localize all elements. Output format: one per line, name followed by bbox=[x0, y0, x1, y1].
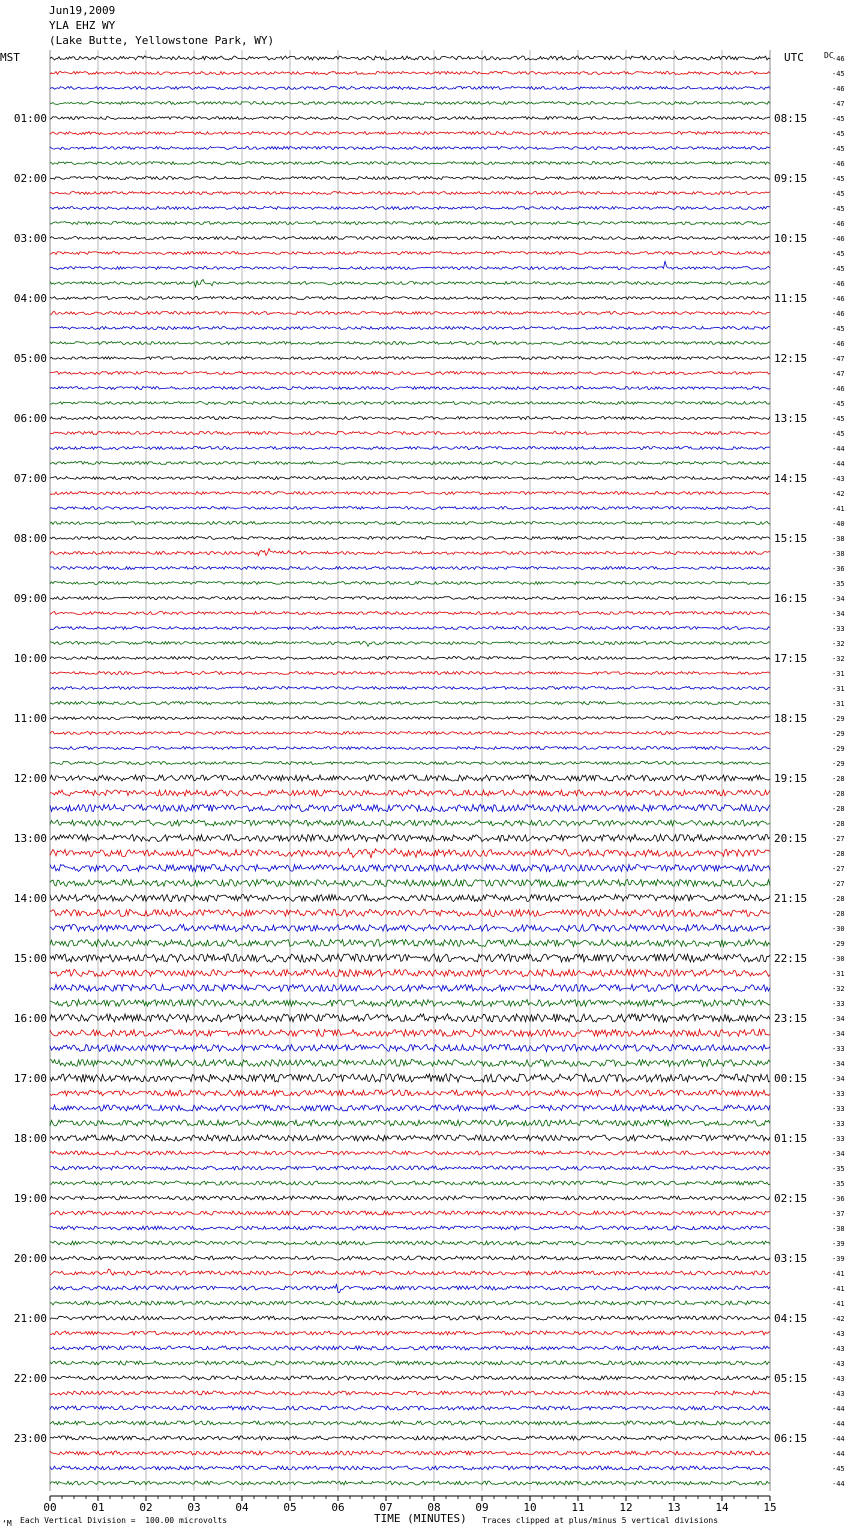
utc-label-2: 09:15 bbox=[774, 172, 808, 185]
trace-39 bbox=[50, 642, 770, 647]
trace-76 bbox=[50, 1196, 770, 1200]
trace-71 bbox=[50, 1120, 770, 1126]
dc-offset-28: -43 bbox=[832, 475, 845, 483]
trace-35 bbox=[50, 582, 770, 585]
dc-offset-65: -34 bbox=[832, 1030, 845, 1038]
trace-14 bbox=[50, 261, 770, 270]
trace-58 bbox=[50, 925, 770, 932]
dc-offset-61: -31 bbox=[832, 970, 845, 978]
trace-60 bbox=[50, 954, 770, 962]
trace-3 bbox=[50, 102, 770, 105]
utc-label-6: 13:15 bbox=[774, 412, 808, 425]
dc-offset-21: -47 bbox=[832, 370, 845, 378]
trace-29 bbox=[50, 492, 770, 495]
trace-78 bbox=[50, 1226, 770, 1230]
utc-label-17: 00:15 bbox=[774, 1072, 808, 1085]
trace-16 bbox=[50, 297, 770, 300]
x-axis-title: TIME (MINUTES) bbox=[374, 1512, 467, 1525]
trace-13 bbox=[50, 252, 770, 255]
trace-80 bbox=[50, 1256, 770, 1260]
dc-offset-67: -34 bbox=[832, 1060, 845, 1068]
x-tick-label-3: 03 bbox=[187, 1501, 201, 1514]
mst-label-5: 05:00 bbox=[13, 352, 47, 365]
mst-label-22: 22:00 bbox=[13, 1372, 47, 1385]
mst-hour-labels bbox=[14, 112, 47, 1445]
mst-label-2: 02:00 bbox=[13, 172, 47, 185]
dc-offset-48: -28 bbox=[832, 775, 845, 783]
trace-33 bbox=[50, 549, 770, 556]
mst-label-21: 21:00 bbox=[13, 1312, 47, 1325]
trace-44 bbox=[50, 717, 770, 720]
trace-2 bbox=[50, 87, 770, 90]
trace-6 bbox=[50, 147, 770, 150]
utc-label-19: 02:15 bbox=[774, 1192, 808, 1205]
dc-offset-14: -45 bbox=[832, 265, 845, 273]
trace-11 bbox=[50, 222, 770, 225]
dc-offset-86: -43 bbox=[832, 1345, 845, 1353]
mst-label-8: 08:00 bbox=[13, 532, 47, 545]
trace-31 bbox=[50, 522, 770, 525]
dc-offset-95: -44 bbox=[832, 1480, 845, 1488]
trace-49 bbox=[50, 790, 770, 796]
dc-offset-92: -44 bbox=[832, 1435, 845, 1443]
trace-92 bbox=[50, 1436, 770, 1440]
dc-offset-36: -34 bbox=[832, 595, 845, 603]
trace-72 bbox=[50, 1135, 770, 1141]
dc-offset-43: -31 bbox=[832, 700, 845, 708]
dc-offset-90: -44 bbox=[832, 1405, 845, 1413]
utc-hour-labels bbox=[774, 112, 807, 1445]
trace-67 bbox=[50, 1060, 770, 1067]
dc-offset-31: -40 bbox=[832, 520, 845, 528]
dc-offset-44: -29 bbox=[832, 715, 845, 723]
footer-scale-note: Each Vertical Division = 100.00 microvolts bbox=[20, 1516, 228, 1525]
trace-26 bbox=[50, 447, 770, 450]
dc-offset-10: -45 bbox=[832, 205, 845, 213]
dc-offset-68: -34 bbox=[832, 1075, 845, 1083]
dc-offset-81: -41 bbox=[832, 1270, 845, 1278]
mst-label-16: 16:00 bbox=[13, 1012, 47, 1025]
dc-offset-25: -45 bbox=[832, 430, 845, 438]
trace-77 bbox=[50, 1211, 770, 1215]
dc-offset-9: -45 bbox=[832, 190, 845, 198]
dc-offset-53: -28 bbox=[832, 850, 845, 858]
trace-37 bbox=[50, 612, 770, 615]
trace-93 bbox=[50, 1451, 770, 1455]
dc-offset-63: -33 bbox=[832, 1000, 845, 1008]
dc-offset-62: -32 bbox=[832, 985, 845, 993]
trace-15 bbox=[50, 280, 770, 287]
trace-75 bbox=[50, 1181, 770, 1185]
dc-offset-47: -29 bbox=[832, 760, 845, 768]
dc-offset-50: -28 bbox=[832, 805, 845, 813]
utc-label-14: 21:15 bbox=[774, 892, 808, 905]
dc-offset-6: -45 bbox=[832, 145, 845, 153]
dc-offset-49: -28 bbox=[832, 790, 845, 798]
dc-label: DC bbox=[824, 51, 834, 60]
trace-64 bbox=[50, 1014, 770, 1022]
trace-47 bbox=[50, 762, 770, 765]
trace-45 bbox=[50, 732, 770, 735]
trace-8 bbox=[50, 177, 770, 180]
utc-label-12: 19:15 bbox=[774, 772, 808, 785]
trace-91 bbox=[50, 1421, 770, 1425]
mst-label-12: 12:00 bbox=[13, 772, 47, 785]
dc-offset-30: -41 bbox=[832, 505, 845, 513]
x-tick-label-15: 15 bbox=[763, 1501, 777, 1514]
dc-offset-55: -27 bbox=[832, 880, 845, 888]
trace-24 bbox=[50, 417, 770, 420]
mst-label-6: 06:00 bbox=[13, 412, 47, 425]
trace-59 bbox=[50, 940, 770, 947]
utc-label-9: 16:15 bbox=[774, 592, 808, 605]
utc-label-4: 11:15 bbox=[774, 292, 808, 305]
dc-offset-18: -45 bbox=[832, 325, 845, 333]
dc-offset-15: -46 bbox=[832, 280, 845, 288]
dc-offset-54: -27 bbox=[832, 865, 845, 873]
trace-57 bbox=[50, 910, 770, 917]
dc-offset-19: -46 bbox=[832, 340, 845, 348]
trace-53 bbox=[50, 849, 770, 859]
dc-offset-71: -33 bbox=[832, 1120, 845, 1128]
trace-36 bbox=[50, 597, 770, 600]
utc-label-3: 10:15 bbox=[774, 232, 808, 245]
x-tick-label-2: 02 bbox=[139, 1501, 153, 1514]
trace-51 bbox=[50, 820, 770, 826]
dc-offset-74: -35 bbox=[832, 1165, 845, 1173]
trace-69 bbox=[50, 1090, 770, 1096]
trace-87 bbox=[50, 1361, 770, 1365]
trace-4 bbox=[50, 117, 770, 120]
trace-95 bbox=[50, 1481, 770, 1485]
dc-offset-11: -46 bbox=[832, 220, 845, 228]
dc-offset-45: -29 bbox=[832, 730, 845, 738]
dc-offset-13: -45 bbox=[832, 250, 845, 258]
trace-70 bbox=[50, 1105, 770, 1111]
trace-89 bbox=[50, 1391, 770, 1395]
dc-offset-69: -33 bbox=[832, 1090, 845, 1098]
dc-offset-87: -43 bbox=[832, 1360, 845, 1368]
footer-corner-mark: ‘M bbox=[2, 1519, 12, 1528]
trace-79 bbox=[50, 1241, 770, 1245]
dc-offset-23: -45 bbox=[832, 400, 845, 408]
dc-offset-20: -47 bbox=[832, 355, 845, 363]
mst-label-18: 18:00 bbox=[13, 1132, 47, 1145]
x-tick-label-13: 13 bbox=[667, 1501, 681, 1514]
trace-9 bbox=[50, 192, 770, 195]
trace-40 bbox=[50, 657, 770, 660]
trace-65 bbox=[50, 1030, 770, 1037]
dc-offset-70: -33 bbox=[832, 1105, 845, 1113]
utc-label-13: 20:15 bbox=[774, 832, 808, 845]
dc-offset-51: -28 bbox=[832, 820, 845, 828]
trace-23 bbox=[50, 402, 770, 405]
dc-offset-91: -44 bbox=[832, 1420, 845, 1428]
dc-offset-83: -41 bbox=[832, 1300, 845, 1308]
dc-offset-37: -34 bbox=[832, 610, 845, 618]
trace-25 bbox=[50, 432, 770, 435]
dc-offset-3: -47 bbox=[832, 100, 845, 108]
trace-52 bbox=[50, 835, 770, 842]
dc-offset-79: -39 bbox=[832, 1240, 845, 1248]
utc-label-23: 06:15 bbox=[774, 1432, 808, 1445]
trace-38 bbox=[50, 627, 770, 630]
seismic-traces bbox=[50, 56, 770, 1485]
trace-73 bbox=[50, 1151, 770, 1155]
utc-label-22: 05:15 bbox=[774, 1372, 808, 1385]
trace-84 bbox=[50, 1316, 770, 1320]
trace-10 bbox=[50, 207, 770, 210]
utc-label-10: 17:15 bbox=[774, 652, 808, 665]
trace-28 bbox=[50, 477, 770, 480]
mst-axis-label: MST bbox=[0, 51, 20, 64]
mst-label-15: 15:00 bbox=[13, 952, 47, 965]
x-tick-label-1: 01 bbox=[91, 1501, 105, 1514]
utc-axis-label: UTC bbox=[784, 51, 804, 64]
dc-offset-60: -30 bbox=[832, 955, 845, 963]
dc-offset-27: -44 bbox=[832, 460, 845, 468]
dc-offset-82: -41 bbox=[832, 1285, 845, 1293]
dc-offset-4: -45 bbox=[832, 115, 845, 123]
utc-label-7: 14:15 bbox=[774, 472, 808, 485]
trace-30 bbox=[50, 507, 770, 510]
trace-54 bbox=[50, 865, 770, 872]
dc-offset-85: -43 bbox=[832, 1330, 845, 1338]
trace-56 bbox=[50, 895, 770, 902]
trace-12 bbox=[50, 237, 770, 240]
header-date: Jun19,2009 bbox=[49, 4, 116, 17]
trace-62 bbox=[50, 985, 770, 992]
trace-66 bbox=[50, 1045, 770, 1052]
x-tick-label-10: 10 bbox=[523, 1501, 537, 1514]
trace-88 bbox=[50, 1376, 770, 1380]
mst-label-20: 20:00 bbox=[13, 1252, 47, 1265]
dc-offset-52: -27 bbox=[832, 835, 845, 843]
dc-offset-17: -46 bbox=[832, 310, 845, 318]
trace-83 bbox=[50, 1301, 770, 1305]
x-tick-label-5: 05 bbox=[283, 1501, 297, 1514]
trace-63 bbox=[50, 1000, 770, 1007]
trace-61 bbox=[50, 970, 770, 977]
dc-offset-76: -36 bbox=[832, 1195, 845, 1203]
mst-label-17: 17:00 bbox=[13, 1072, 47, 1085]
dc-offset-labels bbox=[832, 55, 845, 1488]
dc-offset-34: -36 bbox=[832, 565, 845, 573]
trace-18 bbox=[50, 327, 770, 330]
trace-90 bbox=[50, 1406, 770, 1410]
trace-42 bbox=[50, 687, 770, 690]
trace-21 bbox=[50, 372, 770, 375]
trace-7 bbox=[50, 162, 770, 165]
trace-43 bbox=[50, 702, 770, 705]
dc-offset-73: -34 bbox=[832, 1150, 845, 1158]
trace-68 bbox=[50, 1074, 770, 1082]
dc-offset-16: -46 bbox=[832, 295, 845, 303]
trace-46 bbox=[50, 747, 770, 750]
dc-offset-26: -44 bbox=[832, 445, 845, 453]
footer-clip-note: Traces clipped at plus/minus 5 vertical divisions bbox=[482, 1516, 719, 1525]
dc-offset-12: -46 bbox=[832, 235, 845, 243]
dc-offset-0: -46 bbox=[832, 55, 845, 63]
utc-label-16: 23:15 bbox=[774, 1012, 808, 1025]
trace-20 bbox=[50, 357, 770, 360]
dc-offset-22: -46 bbox=[832, 385, 845, 393]
trace-74 bbox=[50, 1166, 770, 1170]
dc-offset-58: -30 bbox=[832, 925, 845, 933]
mst-label-19: 19:00 bbox=[13, 1192, 47, 1205]
x-tick-label-12: 12 bbox=[619, 1501, 633, 1514]
utc-label-15: 22:15 bbox=[774, 952, 808, 965]
mst-label-14: 14:00 bbox=[13, 892, 47, 905]
x-tick-label-8: 08 bbox=[427, 1501, 441, 1514]
dc-offset-80: -39 bbox=[832, 1255, 845, 1263]
dc-offset-57: -28 bbox=[832, 910, 845, 918]
mst-label-1: 01:00 bbox=[13, 112, 47, 125]
trace-55 bbox=[50, 880, 770, 887]
dc-offset-77: -37 bbox=[832, 1210, 845, 1218]
dc-offset-94: -45 bbox=[832, 1465, 845, 1473]
mst-label-9: 09:00 bbox=[13, 592, 47, 605]
trace-22 bbox=[50, 387, 770, 390]
dc-offset-72: -33 bbox=[832, 1135, 845, 1143]
dc-offset-5: -45 bbox=[832, 130, 845, 138]
dc-offset-46: -29 bbox=[832, 745, 845, 753]
mst-label-23: 23:00 bbox=[13, 1432, 47, 1445]
dc-offset-59: -29 bbox=[832, 940, 845, 948]
trace-27 bbox=[50, 462, 770, 465]
dc-offset-35: -35 bbox=[832, 580, 845, 588]
mst-label-7: 07:00 bbox=[13, 472, 47, 485]
dc-offset-41: -31 bbox=[832, 670, 845, 678]
header-location: (Lake Butte, Yellowstone Park, WY) bbox=[49, 34, 275, 47]
trace-94 bbox=[50, 1466, 770, 1470]
dc-offset-29: -42 bbox=[832, 490, 845, 498]
dc-offset-8: -45 bbox=[832, 175, 845, 183]
x-tick-label-7: 07 bbox=[379, 1501, 393, 1514]
mst-label-13: 13:00 bbox=[13, 832, 47, 845]
trace-1 bbox=[50, 72, 770, 75]
utc-label-18: 01:15 bbox=[774, 1132, 808, 1145]
dc-offset-24: -45 bbox=[832, 415, 845, 423]
trace-81 bbox=[50, 1269, 770, 1275]
trace-32 bbox=[50, 537, 770, 540]
trace-48 bbox=[50, 775, 770, 781]
mst-label-11: 11:00 bbox=[13, 712, 47, 725]
dc-offset-78: -38 bbox=[832, 1225, 845, 1233]
x-tick-label-14: 14 bbox=[715, 1501, 729, 1514]
mst-label-3: 03:00 bbox=[13, 232, 47, 245]
dc-offset-7: -46 bbox=[832, 160, 845, 168]
trace-34 bbox=[50, 567, 770, 570]
utc-label-21: 04:15 bbox=[774, 1312, 808, 1325]
dc-offset-84: -42 bbox=[832, 1315, 845, 1323]
x-tick-label-6: 06 bbox=[331, 1501, 345, 1514]
dc-offset-88: -43 bbox=[832, 1375, 845, 1383]
dc-offset-39: -32 bbox=[832, 640, 845, 648]
utc-label-5: 12:15 bbox=[774, 352, 808, 365]
header-station: YLA EHZ WY bbox=[49, 19, 116, 32]
dc-offset-40: -32 bbox=[832, 655, 845, 663]
x-tick-label-9: 09 bbox=[475, 1501, 489, 1514]
utc-label-11: 18:15 bbox=[774, 712, 808, 725]
utc-label-8: 15:15 bbox=[774, 532, 808, 545]
dc-offset-42: -31 bbox=[832, 685, 845, 693]
utc-label-1: 08:15 bbox=[774, 112, 808, 125]
trace-41 bbox=[50, 672, 770, 675]
dc-offset-89: -43 bbox=[832, 1390, 845, 1398]
mst-label-10: 10:00 bbox=[13, 652, 47, 665]
trace-50 bbox=[50, 805, 770, 812]
dc-offset-32: -38 bbox=[832, 535, 845, 543]
dc-offset-93: -44 bbox=[832, 1450, 845, 1458]
trace-5 bbox=[50, 132, 770, 135]
trace-19 bbox=[50, 342, 770, 345]
dc-offset-75: -35 bbox=[832, 1180, 845, 1188]
dc-offset-38: -33 bbox=[832, 625, 845, 633]
x-tick-label-4: 04 bbox=[235, 1501, 249, 1514]
x-tick-label-11: 11 bbox=[571, 1501, 585, 1514]
trace-17 bbox=[50, 312, 770, 315]
trace-82 bbox=[50, 1285, 770, 1293]
dc-offset-2: -46 bbox=[832, 85, 845, 93]
dc-offset-66: -33 bbox=[832, 1045, 845, 1053]
trace-86 bbox=[50, 1346, 770, 1350]
dc-offset-56: -28 bbox=[832, 895, 845, 903]
dc-offset-1: -45 bbox=[832, 70, 845, 78]
trace-85 bbox=[50, 1331, 770, 1335]
mst-label-4: 04:00 bbox=[13, 292, 47, 305]
utc-label-20: 03:15 bbox=[774, 1252, 808, 1265]
dc-offset-64: -34 bbox=[832, 1015, 845, 1023]
x-tick-label-0: 00 bbox=[43, 1501, 57, 1514]
trace-0 bbox=[50, 56, 770, 60]
dc-offset-33: -38 bbox=[832, 550, 845, 558]
